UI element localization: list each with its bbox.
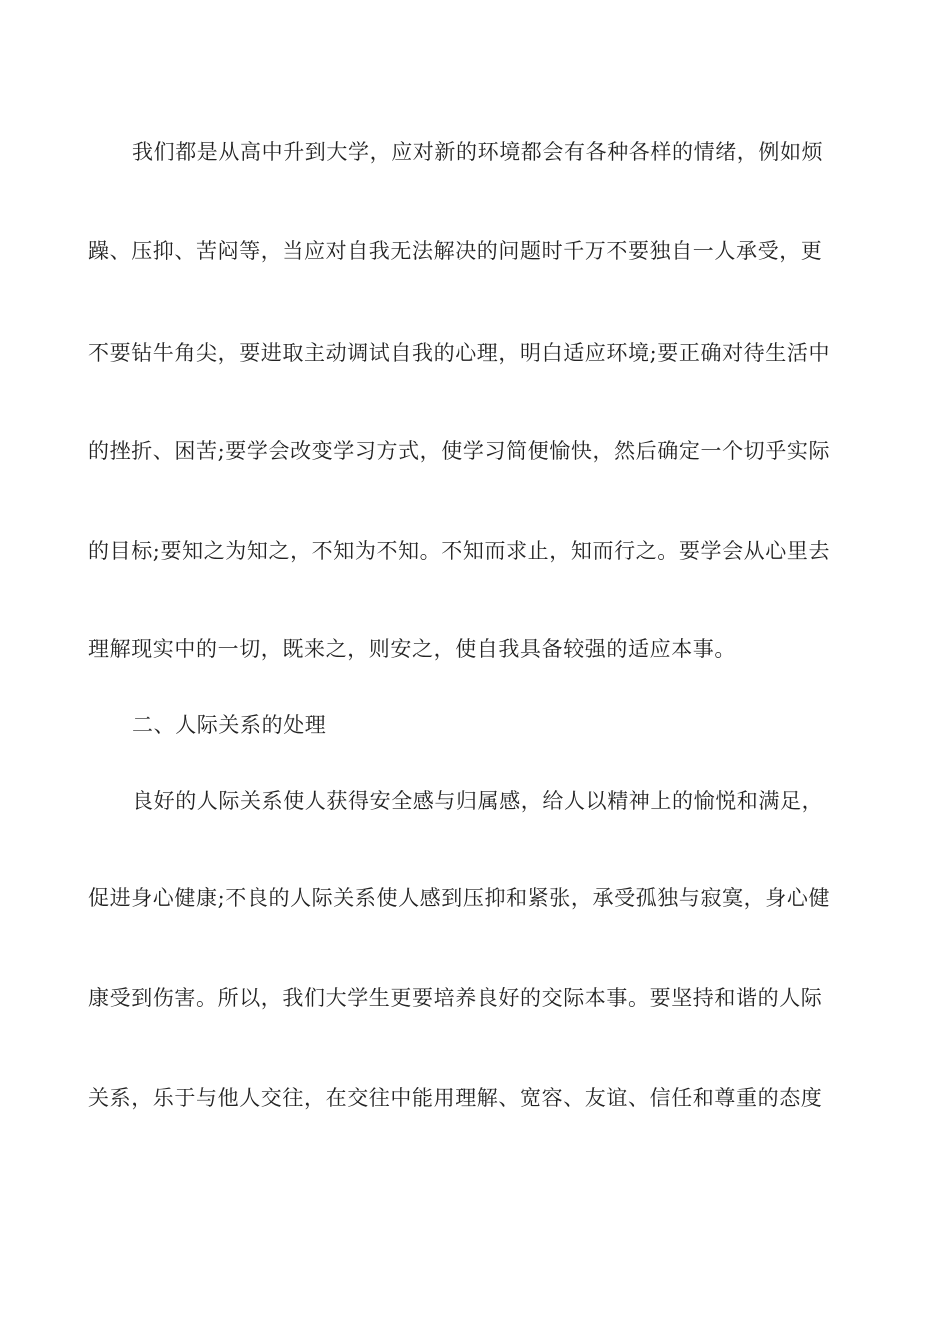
paragraph-line: 的挫折、困苦;要学会改变学习方式，使学习简便愉快，然后确定一个切乎实际 — [88, 439, 831, 463]
paragraph-line: 理解现实中的一切，既来之，则安之，使自我具备较强的适应本事。 — [88, 637, 736, 661]
paragraph-line: 不要钻牛角尖，要进取主动调试自我的心理，明白适应环境;要正确对待生活中 — [88, 341, 831, 365]
section-heading: 二、人际关系的处理 — [132, 713, 327, 737]
paragraph-line: 康受到伤害。所以，我们大学生更要培养良好的交际本事。要坚持和谐的人际 — [88, 986, 823, 1010]
paragraph-line: 我们都是从高中升到大学，应对新的环境都会有各种各样的情绪，例如烦 — [132, 140, 824, 164]
paragraph-line: 关系，乐于与他人交往，在交往中能用理解、宽容、友谊、信任和尊重的态度 — [88, 1086, 823, 1110]
paragraph-line: 良好的人际关系使人获得安全感与归属感，给人以精神上的愉悦和满足， — [132, 789, 824, 813]
paragraph-line: 的目标;要知之为知之，不知为不知。不知而求止，知而行之。要学会从心里去 — [88, 539, 831, 563]
paragraph-line: 促进身心健康;不良的人际关系使人感到压抑和紧张，承受孤独与寂寞，身心健 — [88, 886, 831, 910]
paragraph-line: 躁、压抑、苦闷等，当应对自我无法解决的问题时千万不要独自一人承受，更 — [88, 239, 823, 263]
